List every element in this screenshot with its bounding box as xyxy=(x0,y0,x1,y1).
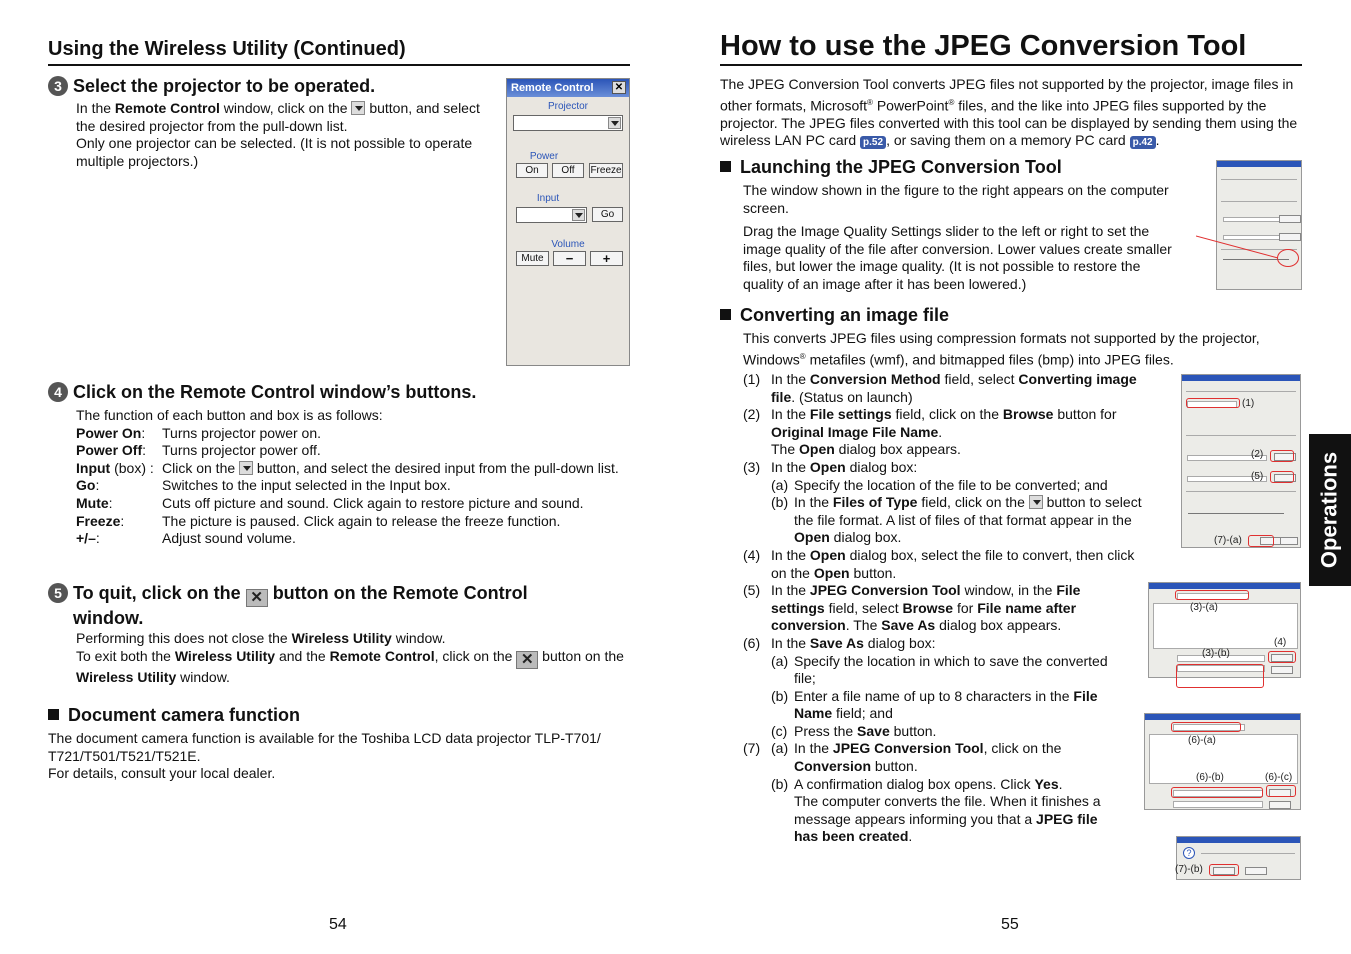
step3-number: 3 xyxy=(48,76,68,96)
callout-leader-line xyxy=(1196,232,1282,262)
remote-control-window xyxy=(506,78,630,366)
input-select[interactable] xyxy=(516,207,587,223)
step4-heading xyxy=(48,381,628,404)
step-3a: (a) Specify the location of the file to be converted; and xyxy=(771,476,1108,493)
convert-heading: Converting an image file xyxy=(720,304,949,327)
step-4: (4) In the Open dialog box, select the file to convert, then click on the Open button. xyxy=(743,546,1135,581)
input-label: Input xyxy=(536,193,560,204)
close-icon: ✕ xyxy=(246,589,268,607)
callout-6a: (6)-(a) xyxy=(1188,735,1216,746)
def-freeze: Freeze: The picture is paused. Click again to release the freeze function. xyxy=(76,512,561,529)
chevron-down-icon xyxy=(572,209,585,221)
volume-down-button[interactable]: − xyxy=(553,251,586,266)
callout-7b: (7)-(b) xyxy=(1175,864,1203,875)
step-7a: (7) (a) In the JPEG Conversion Tool, click on the Conversion button. xyxy=(743,740,1062,775)
step-7b: (b) A confirmation dialog box opens. Click Yes. The computer converts the file. When it finishes a message appears informing you that a JPEG file has been created. xyxy=(771,775,1101,845)
projector-select[interactable] xyxy=(513,115,623,131)
conversion-steps xyxy=(743,371,1155,846)
square-bullet-icon xyxy=(48,709,59,720)
dropdown-arrow-icon xyxy=(1029,495,1043,509)
step-5: (5) In the JPEG Conversion Tool window, in the File settings field, select Browse for File name after conversion. The Save As dialog box appears. xyxy=(743,582,1081,634)
step5-heading: 5 To quit, click on the ✕ button on the Remote Control window. xyxy=(48,582,608,630)
go-button[interactable]: Go xyxy=(592,207,623,222)
jpeg-tool-window-thumbnail xyxy=(1216,160,1302,290)
step-6c: (c) Press the Save button. xyxy=(771,722,937,739)
square-bullet-icon xyxy=(720,309,731,320)
def-power-off: Power Off: Turns projector power off. xyxy=(76,442,321,459)
def-mute: Mute: Cuts off picture and sound. Click again to restore picture and sound. xyxy=(76,494,584,511)
step-6: (6) In the Save As dialog box: xyxy=(743,634,936,651)
dropdown-arrow-icon xyxy=(351,101,365,115)
mute-button[interactable]: Mute xyxy=(516,251,549,266)
callout-7a: (7)-(a) xyxy=(1214,535,1242,546)
step4-heading-text: Click on the Remote Control window’s buttons. xyxy=(73,382,477,402)
page-number-left: 54 xyxy=(329,916,347,933)
step-2: (2) In the File settings field, click on the Browse button for Original Image File Name. The Open dialog box appears. xyxy=(743,406,1117,458)
intro-paragraph: The JPEG Conversion Tool converts JPEG files not supported by the projector, image files in other formats, Microsoft® PowerPoint® files, and the like into JPEG files supported by the projector. The JPEG files converted with this tool can be displayed by sending them using the wireless LAN PC card p.52 , or saving them on a memory PC card p.42 . xyxy=(720,76,1298,149)
chevron-down-icon xyxy=(608,117,621,129)
convert-intro: This converts JPEG files using compression formats not supported by the projector, Windows® metafiles (wmf), and bitmapped files (bmp) into JPEG files. xyxy=(743,330,1260,368)
square-bullet-icon xyxy=(720,161,731,172)
callout-3b: (3)-(b) xyxy=(1202,648,1230,659)
launch-paragraph-2: Drag the Image Quality Settings slider to the left or right to set the image quality of the file after conversion. Lower values create smaller files, but lower the image quality. (It is not possible to restore the quality of an image after it has been lowered.) xyxy=(743,223,1172,292)
step-3b: (b) In the Files of Type field, click on the button to select the file format. A list of files of that format appear in the Open dialog box. xyxy=(771,494,1142,546)
launch-heading: Launching the JPEG Conversion Tool xyxy=(720,156,1062,179)
step5-paragraph-2: To exit both the Wireless Utility and the Remote Control, click on the ✕ button on the Wireless Utility window. xyxy=(76,647,624,685)
projector-label: Projector xyxy=(547,101,588,112)
step3-body xyxy=(76,100,494,170)
volume-up-button[interactable]: + xyxy=(590,251,623,266)
operations-tab: Operations xyxy=(1309,434,1351,586)
step3-paragraph-1: In the Remote Control window, click on the button, and select the desired projector from the pull-down list. xyxy=(76,100,480,134)
callout-6b: (6)-(b) xyxy=(1196,772,1224,783)
launch-body xyxy=(743,182,1181,294)
step3-heading-text: Select the projector to be operated. xyxy=(73,76,376,96)
step-6a: (a) Specify the location in which to save the converted file; xyxy=(771,652,1108,687)
callout-6c: (6)-(c) xyxy=(1265,772,1293,783)
step3-heading xyxy=(48,75,488,98)
page-ref-42[interactable]: p.42 xyxy=(1130,136,1156,149)
step-1: (1) In the Conversion Method field, select Converting image file. (Status on launch) xyxy=(743,371,1137,405)
right-title-rule xyxy=(720,64,1302,66)
callout-4: (4) xyxy=(1274,637,1287,648)
dropdown-arrow-icon xyxy=(239,461,253,475)
def-volume: +/–: Adjust sound volume. xyxy=(76,530,296,547)
doccam-paragraph-2: For details, consult your local dealer. xyxy=(48,765,276,782)
doccam-paragraph-1: The document camera function is available for the Toshiba LCD data projector TLP-T701/ T721/T501/T521/T521E. xyxy=(48,730,601,764)
left-section-title: Using the Wireless Utility (Continued) xyxy=(48,38,406,60)
step-6b: (b) Enter a file name of up to 8 characters in the File Name field; and xyxy=(771,687,1098,722)
left-title-rule xyxy=(48,64,630,66)
step4-number: 4 xyxy=(48,382,68,402)
step4-intro: The function of each button and box is as follows: xyxy=(76,407,383,423)
close-icon[interactable]: ✕ xyxy=(612,81,626,94)
def-power-on: Power On: Turns projector power on. xyxy=(76,424,321,441)
step5-body xyxy=(76,630,624,686)
launch-paragraph-1: The window shown in the figure to the right appears on the computer screen. xyxy=(743,182,1169,216)
remote-control-titlebar: Remote Control ✕ xyxy=(507,79,629,97)
power-off-button[interactable]: Off xyxy=(552,163,584,178)
def-input: Input (box) : Click on the button, and select the desired input from the pull-down list. xyxy=(76,459,619,476)
page-number-right: 55 xyxy=(1001,916,1019,933)
step3-paragraph-2: Only one projector can be selected. (It is not possible to operate multiple projectors.) xyxy=(76,135,473,169)
step-3: (3) In the Open dialog box: xyxy=(743,458,918,475)
close-icon: ✕ xyxy=(516,651,538,669)
freeze-button[interactable]: Freeze xyxy=(590,165,622,176)
volume-label: Volume xyxy=(551,239,585,250)
page-title: How to use the JPEG Conversion Tool xyxy=(720,30,1247,62)
callout-3a: (3)-(a) xyxy=(1190,602,1218,613)
callout-1: (1) xyxy=(1242,398,1255,409)
def-go: Go: Switches to the input selected in the Input box. xyxy=(76,477,451,494)
power-on-button[interactable]: On xyxy=(516,163,548,178)
power-label: Power xyxy=(529,151,559,162)
callout-2: (2) xyxy=(1251,449,1264,460)
callout-5: (5) xyxy=(1251,471,1264,482)
step4-body xyxy=(76,407,621,548)
step5-number: 5 xyxy=(48,583,68,603)
doccam-body xyxy=(48,730,620,783)
step5-paragraph-1: Performing this does not close the Wireless Utility window. xyxy=(76,630,446,646)
question-icon: ? xyxy=(1183,847,1195,859)
page-ref-52[interactable]: p.52 xyxy=(860,136,886,149)
doccam-heading: Document camera function xyxy=(48,704,300,727)
